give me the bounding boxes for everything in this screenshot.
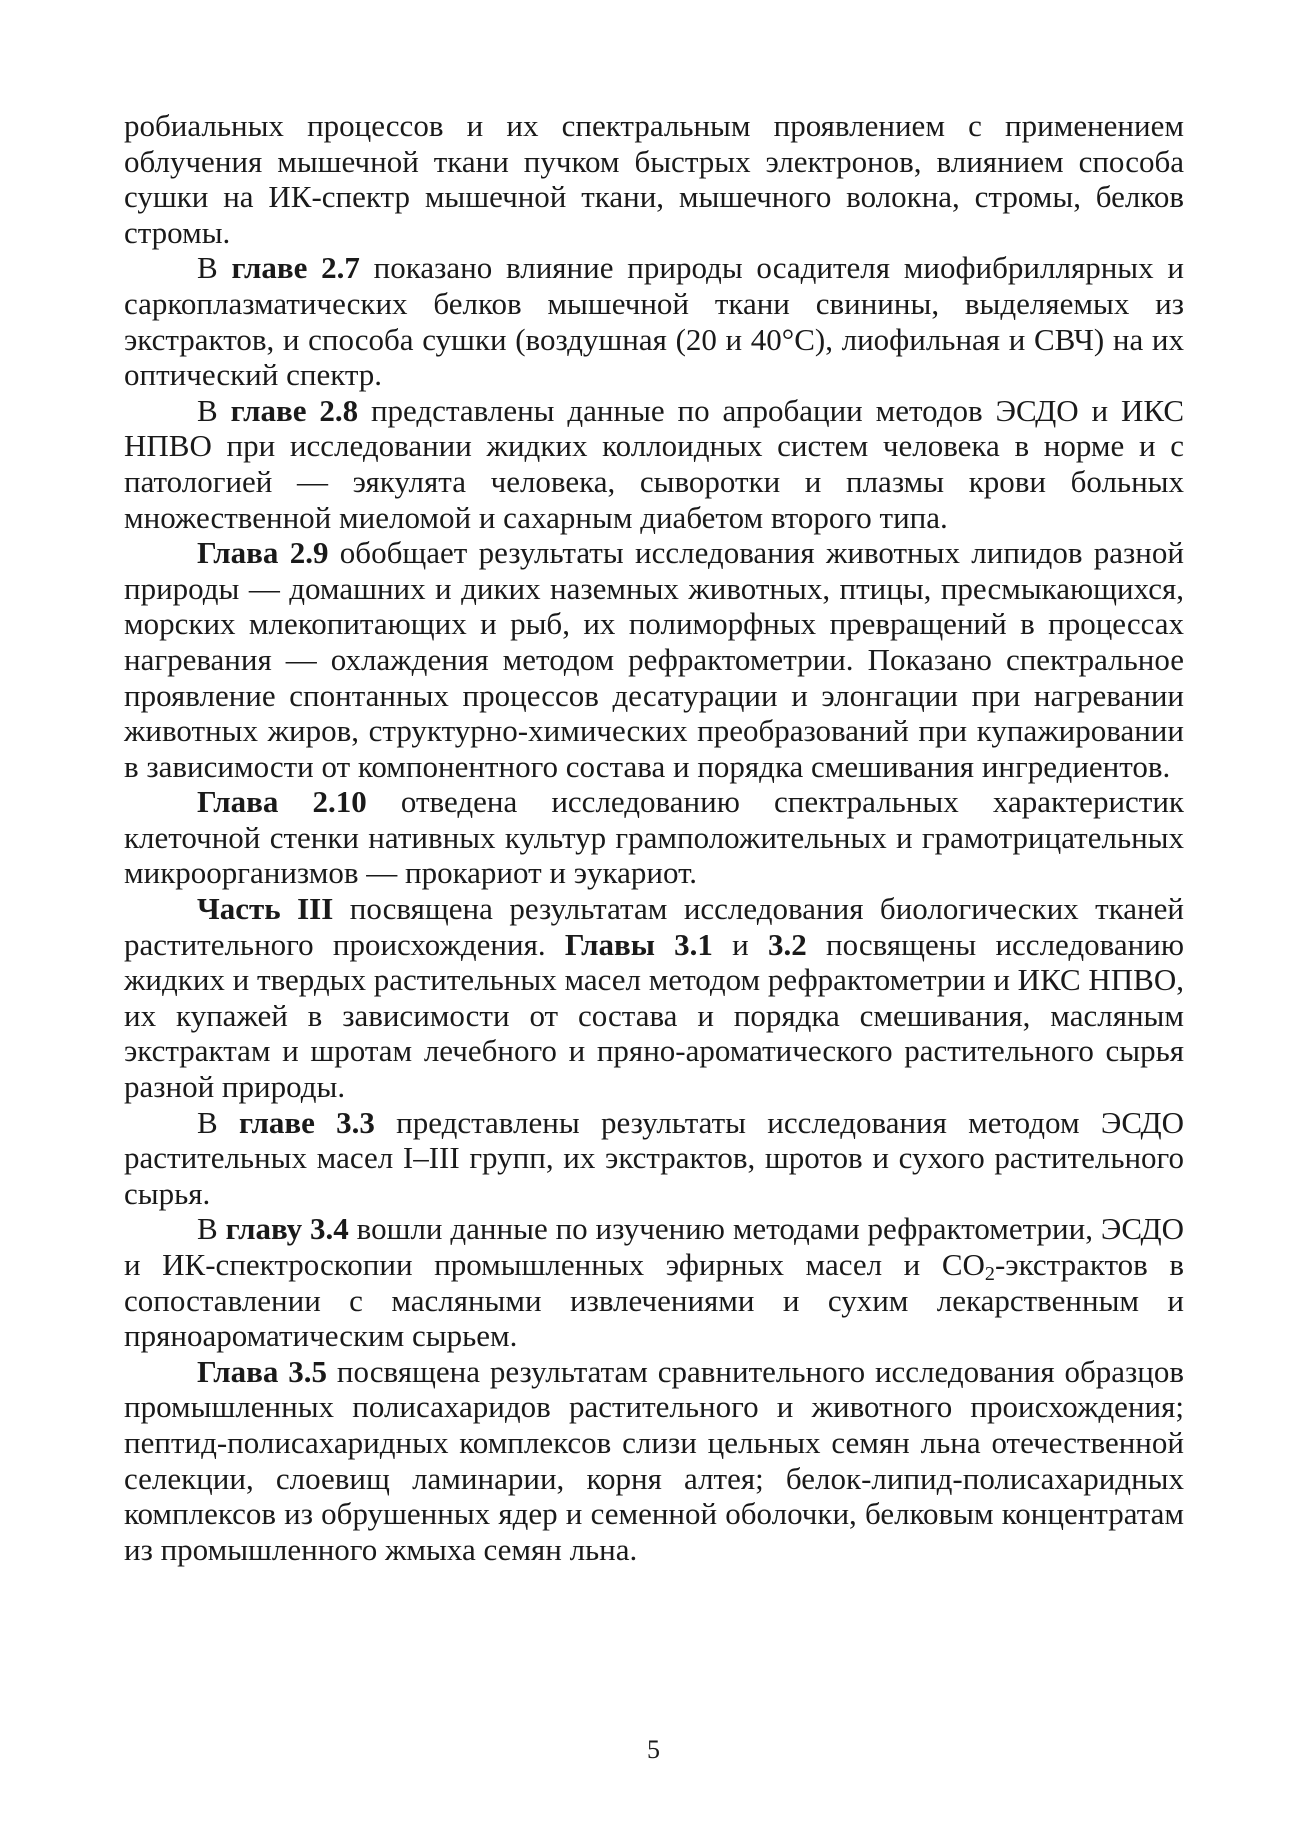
paragraph-text: представлены данные по апробации методов ЭСДО и ИКС НПВО при исследовании жидких коллоидных систем человека в норме и с патологией — эякулята человека, сыворотки и плазмы крови больных множественной миеломой и сахарным диабетом второго типа. — [124, 392, 1184, 535]
bold-reference: Глава 2.10 — [197, 784, 367, 820]
paragraph — [124, 535, 1184, 784]
bold-reference: главу 3.4 — [225, 1211, 349, 1247]
document-body — [124, 108, 1184, 1567]
bold-reference: Часть III — [197, 891, 334, 927]
bold-reference: главе 3.3 — [238, 1104, 375, 1140]
paragraph-text: -экстрактов в сопоставлении с масляными извлечениями и сухим лекарственным и пряноароматическим сырьем. — [124, 1247, 1184, 1354]
bold-reference: 3.2 — [768, 926, 807, 962]
paragraph-text: отведена исследованию спектральных характеристик клеточной стенки нативных культур грамположительных и грамотрицательных микроорганизмов — прокариот и эукариот. — [124, 784, 1184, 891]
paragraph — [124, 891, 1184, 1105]
paragraph — [124, 784, 1184, 891]
paragraph-text: робиальных процессов и их спектральным проявлением с применением облучения мышечной ткани пучком быстрых электронов, влиянием способа сушки на ИК-спектр мышечной ткани, мышечного волокна, стромы, белков стромы. — [124, 108, 1184, 250]
bold-reference: Глава 2.9 — [197, 535, 329, 571]
paragraph-text: В — [197, 250, 232, 286]
paragraph-text: вошли данные по изучению методами рефрактометрии, ЭСДО и ИК-спектроскопии промышленных эфирных масел и СО — [124, 1211, 1184, 1282]
bold-reference: Главы 3.1 — [564, 926, 713, 962]
paragraph-text: и — [712, 926, 769, 962]
paragraph-text: В — [197, 1104, 239, 1140]
paragraph — [124, 393, 1184, 535]
subscript-text: 2 — [984, 1263, 995, 1286]
bold-reference: главе 2.7 — [231, 250, 360, 286]
paragraph-text: В — [197, 1211, 226, 1247]
paragraph — [124, 1105, 1184, 1212]
paragraph — [124, 1211, 1184, 1353]
paragraph-text: представлены результаты исследования методом ЭСДО растительных масел I–III групп, их экстрактов, шротов и сухого растительного сырья. — [124, 1104, 1184, 1211]
page-number: 5 — [647, 1735, 660, 1764]
paragraph-text: обобщает результаты исследования животных липидов разной природы — домашних и диких наземных животных, птицы, пресмыкающихся, морских млекопитающих и рыб, их полиморфных превращений в процессах нагревания — охлаждения методом рефрактометрии. Показано спектральное проявление спонтанных процессов десатурации и элонгации при нагревании животных жиров, структурно-химических преобразований при купажировании в зависимости от компонентного состава и порядка смешивания ингредиентов. — [124, 535, 1184, 784]
paragraph-text: посвящены исследованию жидких и твердых растительных масел методом рефрактометрии и ИКС НПВО, их купажей в зависимости от состава и порядка смешивания, масляным экстрактам и шротам лечебного и пряно-ароматического растительного сырья разной природы. — [124, 926, 1184, 1105]
paragraph — [124, 1354, 1184, 1568]
paragraph-text: показано влияние природы осадителя миофибриллярных и саркоплазматических белков мышечной ткани свинины, выделяемых из экстрактов, и способа сушки (воздушная (20 и 40°С), лиофильная и СВЧ) на их оптический спектр. — [124, 250, 1184, 393]
bold-reference: Глава 3.5 — [197, 1353, 328, 1389]
paragraph-text: В — [197, 392, 231, 428]
paragraph — [124, 250, 1184, 392]
paragraph — [124, 108, 1184, 250]
paragraph-text: посвящена результатам исследования биологических тканей растительного происхождения. — [124, 891, 1185, 962]
bold-reference: главе 2.8 — [230, 392, 359, 428]
paragraph-text: посвящена результатам сравнительного исследования образцов промышленных полисахаридов растительного и животного происхождения; пептид-полисахаридных комплексов слизи цельных семян льна отечественной селекции, слоевищ ламинарии, корня алтея; белок-липид-полисахаридных комплексов из обрушенных ядер и семенной оболочки, белковым концентратам из промышленного жмыха семян льна. — [124, 1353, 1184, 1567]
